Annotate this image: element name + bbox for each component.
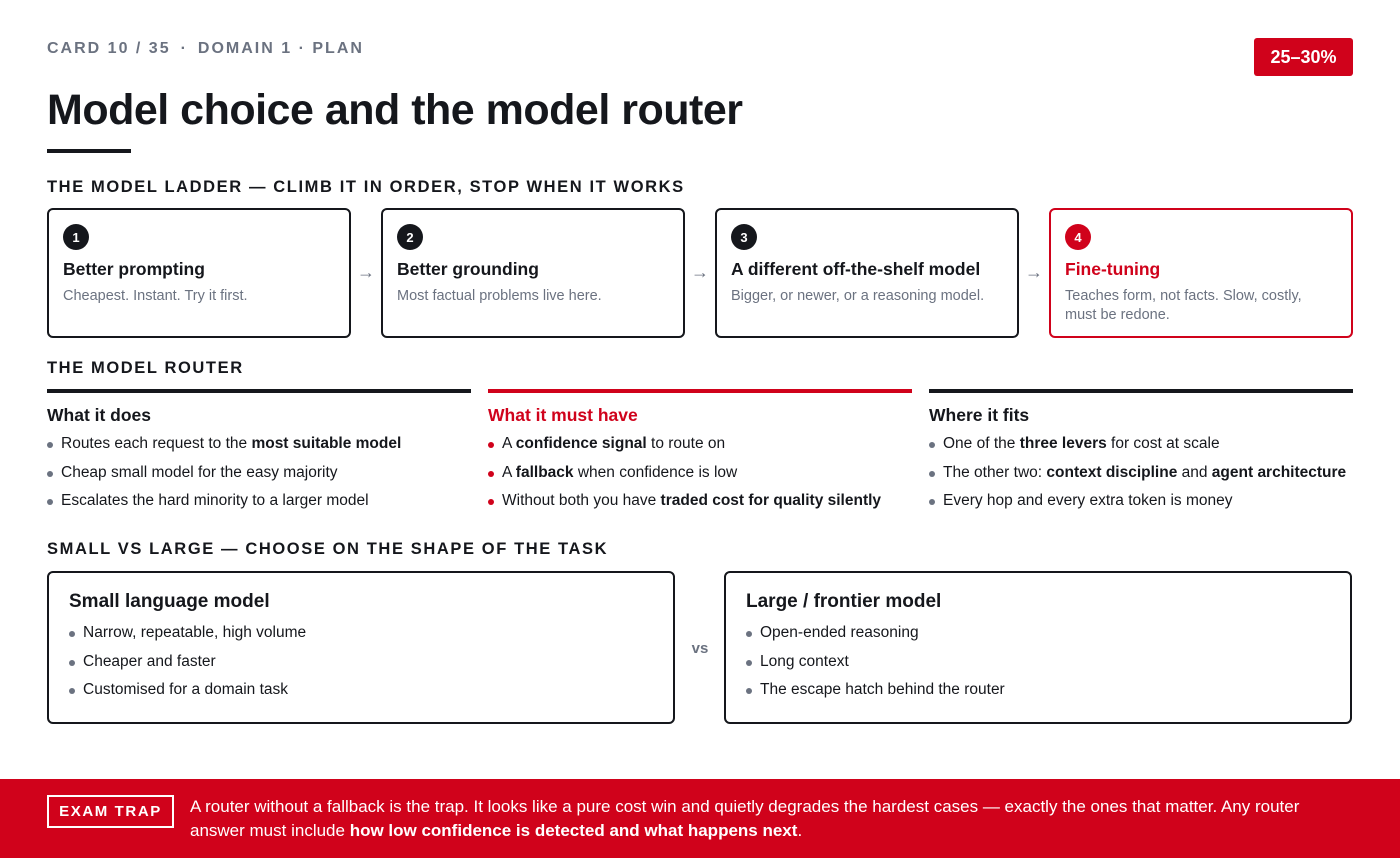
- column-title: Where it fits: [929, 405, 1030, 425]
- step-description: Most factual problems live here.: [397, 288, 602, 304]
- step-number: 4: [1065, 224, 1091, 250]
- router-column-what-it-must-have: [488, 389, 912, 520]
- list-item: Every hop and every extra token is money: [929, 491, 1353, 511]
- step-description: Cheapest. Instant. Try it first.: [63, 288, 248, 304]
- list-item: A confidence signal to route on: [488, 434, 912, 454]
- step-title: Better prompting: [63, 259, 205, 279]
- list-item: Long context: [746, 652, 1330, 672]
- list-item: Open-ended reasoning: [746, 623, 1330, 643]
- domain-label: DOMAIN 1 · PLAN: [197, 40, 364, 57]
- exam-trap-text: A router without a fallback is the trap. It looks like a pure cost win and quietly degrades the hardest cases — exactly the ones that matter. Any router answer must include how low confidence is detected and what happens next.: [190, 797, 1300, 840]
- right-arrow-icon: →: [691, 262, 709, 282]
- step-title: Fine-tuning: [1065, 259, 1161, 279]
- exam-trap-banner: [0, 779, 1400, 858]
- right-arrow-icon: →: [1025, 262, 1043, 282]
- step-number: 1: [63, 224, 89, 250]
- right-arrow-icon: →: [357, 262, 375, 282]
- router-heading: THE MODEL ROUTER: [47, 359, 244, 377]
- vs-label: vs: [691, 640, 709, 657]
- router-column-what-it-does: [47, 389, 471, 520]
- bullet-list: [47, 434, 471, 511]
- page-title: Model choice and the model router: [47, 86, 743, 134]
- card-title: Large / frontier model: [746, 591, 942, 612]
- step-number: 3: [731, 224, 757, 250]
- ladder-step-2: [381, 208, 685, 338]
- ladder-step-4: [1049, 208, 1353, 338]
- bullet-list: [488, 434, 912, 511]
- exam-trap-badge: EXAM TRAP: [47, 795, 174, 828]
- exam-weight-badge: 25–30%: [1254, 38, 1353, 76]
- list-item: One of the three levers for cost at scale: [929, 434, 1353, 454]
- ladder-step-1: [47, 208, 351, 338]
- list-item: Cheap small model for the easy majority: [47, 463, 471, 483]
- column-title: What it must have: [488, 405, 638, 425]
- comparison-heading: SMALL VS LARGE — CHOOSE ON THE SHAPE OF THE TASK: [47, 540, 609, 558]
- meta-separator: ·: [180, 40, 188, 57]
- step-description: Teaches form, not facts. Slow, costly, must be redone.: [1065, 288, 1302, 323]
- list-item: Narrow, repeatable, high volume: [69, 623, 653, 643]
- column-title: What it does: [47, 405, 152, 425]
- card-meta: [47, 40, 364, 58]
- bullet-list: [746, 623, 1330, 700]
- small-model-card: [47, 571, 675, 724]
- title-underline: [47, 149, 131, 153]
- list-item: The escape hatch behind the router: [746, 680, 1330, 700]
- list-item: A fallback when confidence is low: [488, 463, 912, 483]
- list-item: Customised for a domain task: [69, 680, 653, 700]
- router-column-where-it-fits: [929, 389, 1353, 520]
- list-item: The other two: context discipline and agent architecture: [929, 463, 1353, 483]
- step-title: Better grounding: [397, 259, 539, 279]
- step-description: Bigger, or newer, or a reasoning model.: [731, 288, 985, 304]
- list-item: Cheaper and faster: [69, 652, 653, 672]
- card-counter: CARD 10 / 35: [47, 40, 171, 57]
- model-ladder: [47, 208, 1353, 338]
- bullet-list: [69, 623, 653, 700]
- list-item: Without both you have traded cost for quality silently: [488, 491, 912, 511]
- list-item: Routes each request to the most suitable model: [47, 434, 471, 454]
- bullet-list: [929, 434, 1353, 511]
- list-item: Escalates the hard minority to a larger model: [47, 491, 471, 511]
- card-title: Small language model: [69, 591, 270, 612]
- step-title: A different off-the-shelf model: [731, 259, 981, 279]
- step-number: 2: [397, 224, 423, 250]
- large-model-card: [724, 571, 1352, 724]
- ladder-step-3: [715, 208, 1019, 338]
- ladder-heading: THE MODEL LADDER — CLIMB IT IN ORDER, STOP WHEN IT WORKS: [47, 178, 685, 196]
